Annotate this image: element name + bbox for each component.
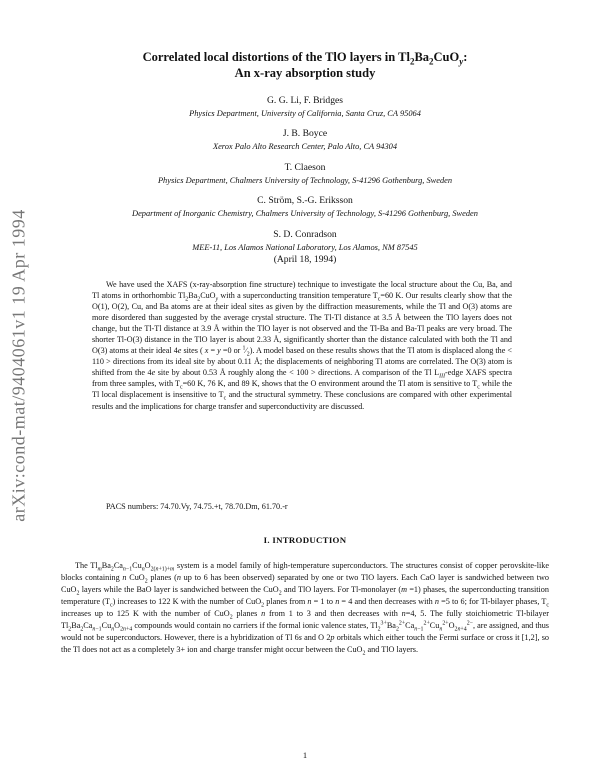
author-names-3: T. Claeson	[284, 162, 326, 173]
paper-title-line1	[60, 49, 550, 65]
page-number: 1	[302, 750, 308, 760]
section-heading: I. INTRODUCTION	[263, 535, 347, 545]
intro-paragraph: The $Tl_mBa_2Ca_{n-1}Cu_nO_{2(n+1)+m}$ system is a model family of high-temperature superconductors. The structures consist of copper perovskite-like blocks containing n CuO$_2$ planes (n up to 6 has been observed) separated by one or two TlO layers. Each CaO layer is sandwiched between two CuO$_2$ layers while the BaO layer is sandwiched between the CuO$_2$ and TlO layers. For Tl-monolayer (m =1) phases, the superconducting transition temperature $(T_c)$ increases to 122 K with the number of CuO$_2$ planes from n = 1 to n = 4 and then decreases with n =5 to 6; for Tl-bilayer phases, $T_c$ increases up to 125 K with the number of CuO$_2$ planes n from 1 to 3 and then decreases with n=4, 5. The fully stoichiometric Tl-bilayer $Tl_2Ba_2Ca_{n-1}Cu_nO_{2n+4}$ compounds would contain no carriers if the formal ionic valence states, $Tl_2^{3+}Ba_2^{2+}Ca_{n-1}^{2+}Cu_n^{2+}O_{2n+4}^{2-}$, are assigned, and thus would not be superconductors. However, there is a hybridization of Tl 6s and O 2p orbitals which either touch the Fermi surface or cross it [1,2], so the Tl does not act as a completely 3+ ion and charge transfer might occur between the CuO$_2$ and TlO layers.	[61, 561, 550, 657]
author-names-4: C. Ström, S.-G. Eriksson	[257, 195, 353, 206]
date-line: (April 18, 1994)	[273, 254, 337, 265]
affiliation-5: MEE-11, Los Alamos National Laboratory, Los Alamos, NM 87545	[192, 243, 418, 252]
affiliation-1: Physics Department, University of California, Santa Cruz, CA 95064	[189, 109, 421, 118]
affiliation-2: Xerox Palo Alto Research Center, Palo Alto, CA 94304	[212, 142, 398, 151]
affiliation-3: Physics Department, Chalmers University of Technology, S-41296 Gothenburg, Sweden	[157, 176, 453, 185]
paper-title-line2: An x-ray absorption study	[234, 66, 376, 80]
author-names-5: S. D. Conradson	[273, 229, 337, 240]
abstract: We have used the XAFS (x-ray-absorption fine structure) technique to investigate the local structure about the Cu, Ba, and Tl atoms in orthorhombic $Tl_2Ba_2CuO_y$ with a superconducting transition temperature $T_c=60$ K. Our results clearly show that the O(1), O(2), Cu, and Ba atoms are at their ideal sites as given by the diffraction measurements, while the Tl and O(3) atoms are more disordered than suggested by the average crystal structure. The Tl-Tl distance at 3.5 Å between the TlO layers does not change, but the Tl-Tl distance at 3.9 Å within the TlO layer is not observed and the Tl-Ba and Ba-Tl peaks are very broad. The shorter Tl-O(3) distance in the TlO layer is about 2.33 Å, significantly shorter than the distance calculated with both the Tl and O(3) atoms at their ideal 4e sites ( x = y =0 or $^1⁄_2$). A model based on these results shows that the Tl atom is displaced along the < 110 > directions from its ideal site by about 0.11 Å; the displacements of neighboring Tl atoms are correlated. The O(3) atom is shifted from the 4e site by about 0.53 Å roughly along the < 100 > directions. A comparison of the Tl $L_{III}$-edge XAFS spectra from three samples, with $T_c=60$ K, 76 K, and 89 K, shows that the O environment around the Tl atom is sensitive to $T_c$ while the Tl local displacement is insensitive to $T_c$ and the structural symmetry. These conclusions are compared with other experimental results and the implications for charge transfer and superconductivity are discussed.	[92, 280, 512, 411]
affiliation-4: Department of Inorganic Chemistry, Chalmers University of Technology, S-41296 Gothenburg, Sweden	[132, 209, 478, 218]
arxiv-id[interactable]: arXiv:cond-mat/9404061v1 19 Apr 1994	[8, 208, 29, 522]
author-names-2: J. B. Boyce	[282, 128, 328, 139]
pacs-numbers: PACS numbers: 74.70.Vy, 74.75.+t, 78.70.Dm, 61.70.-r	[106, 502, 288, 511]
title-formula-part: Correlated local distortions of the TlO layers in $Tl_2Ba_2CuO_y$:	[142, 50, 468, 67]
arxiv-stamp	[2, 185, 36, 545]
author-names-1: G. G. Li, F. Bridges	[267, 95, 343, 106]
